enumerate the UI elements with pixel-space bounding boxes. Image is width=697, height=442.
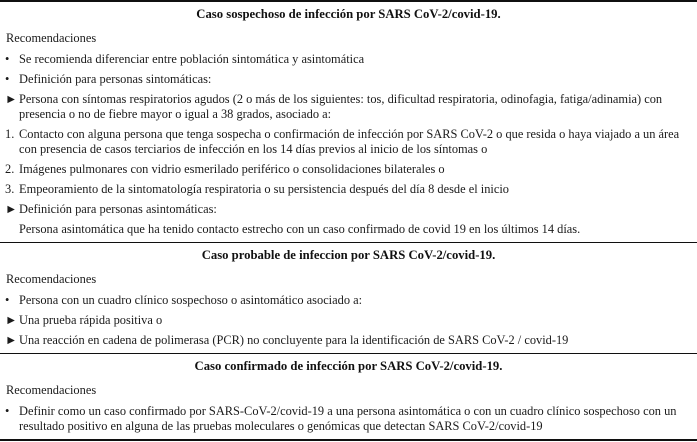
list-item [5,333,691,348]
section-title: Caso confirmado de infección por SARS CoV-2/covid-19. [194,359,503,373]
list-item [5,222,691,237]
item-text: Imágenes pulmonares con vidrio esmerilado periférico o consolidaciones bilaterales o [19,162,445,176]
triangle-marker: ► [5,92,18,106]
triangle-marker: ► [5,202,18,216]
number-marker: 1. [5,127,15,141]
recommendations-label: Recomendaciones [6,383,97,397]
list-item [5,72,691,87]
bullet-marker: • [5,404,10,418]
item-text: Una prueba rápida positiva o [19,313,163,327]
item-text: Contacto con alguna persona que tenga sospecha o confirmación de infección por SARS CoV-2 o que resida o haya viajado a un área con presencia de casos terciarios de infección en los 14 días previos al inicio de los síntomas o [19,127,680,156]
item-text: Definir como un caso confirmado por SARS-CoV-2/covid-19 a una persona asintomática o con un cuadro clínico sospechoso con un resultado positivo en alguna de las pruebas moleculares o genómicas que detectan SARS CoV-2/covid-19 [19,404,677,433]
list-item [5,293,691,308]
item-text: Definición para personas sintomáticas: [19,72,212,86]
list-item [5,162,691,177]
bullet-marker: • [5,72,10,86]
item-text: Se recomienda diferenciar entre población sintomática y asintomática [19,52,365,66]
section-suspected-case [0,2,697,237]
section-confirmed-case [0,354,697,434]
empty-marker [5,222,19,237]
triangle-marker: ► [5,313,18,327]
list-item [5,182,691,197]
bullet-marker: • [5,52,10,66]
recommendations-label: Recomendaciones [6,272,97,286]
bottom-border [0,439,697,441]
item-text: Persona con un cuadro clínico sospechoso o asintomático asociado a: [19,293,363,307]
recommendations-label: Recomendaciones [6,31,97,45]
list-item [5,313,691,328]
item-text: Persona con síntomas respiratorios agudos (2 o más de los siguientes: tos, dificultad respiratoria, odinofagia, fatiga/adinamia) con presencia o no de fiebre mayor o igual a 38 grados, asociado a: [19,92,663,121]
list-item [5,127,691,157]
section-probable-case [0,243,697,348]
section-title: Caso probable de infeccion por SARS CoV-2/covid-19. [201,248,496,262]
bullet-marker: • [5,293,10,307]
item-text: Empeoramiento de la sintomatología respiratoria o su persistencia después del día 8 desde el inicio [19,182,509,196]
list-item [5,202,691,217]
list-item [5,52,691,67]
section-title: Caso sospechoso de infección por SARS CoV-2/covid-19. [196,7,501,21]
item-text: Una reacción en cadena de polimerasa (PCR) no concluyente para la identificación de SARS CoV-2 / covid-19 [19,333,569,347]
number-marker: 3. [5,182,15,196]
item-text: Definición para personas asintomáticas: [19,202,217,216]
number-marker: 2. [5,162,15,176]
list-item [5,404,691,434]
triangle-marker: ► [5,333,18,347]
list-item [5,92,691,122]
item-text: Persona asintomática que ha tenido contacto estrecho con un caso confirmado de covid 19 en los últimos 14 días. [19,222,581,236]
